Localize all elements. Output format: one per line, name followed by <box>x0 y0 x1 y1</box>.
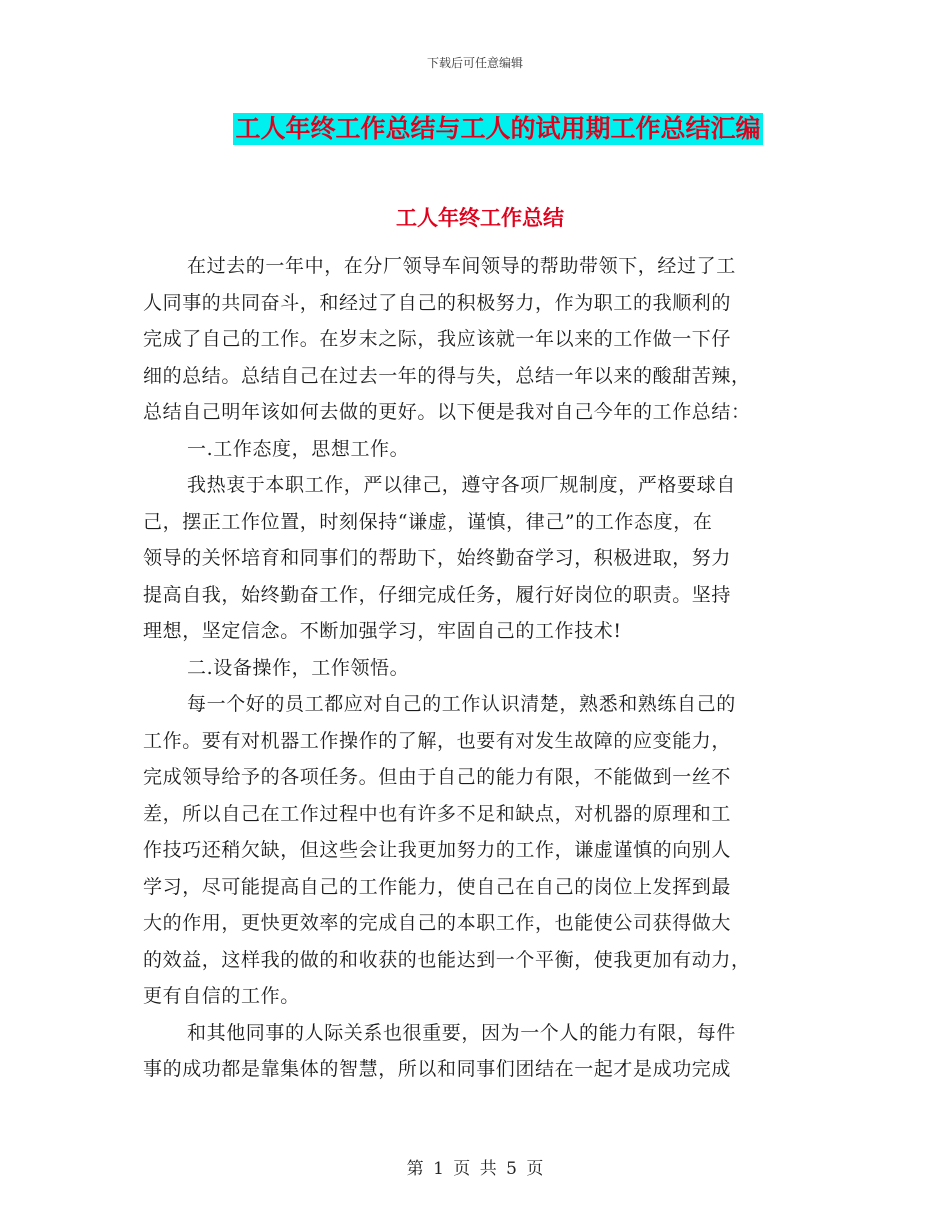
text-line: 领导的关怀培育和同事们的帮助下，始终勤奋学习，积极进取，努力 <box>143 547 732 569</box>
text-line: 我热衷于本职工作，严以律己，遵守各项厂规制度，严格要球自 <box>187 474 736 496</box>
text-line: 学习，尽可能提高自己的工作能力，使自己在自己的岗位上发挥到最 <box>143 875 732 898</box>
text-line: 工作。要有对机器工作操作的了解，也要有对发生故障的应变能力， <box>143 729 732 752</box>
document-body <box>143 248 801 1088</box>
text-line: 每一个好的员工都应对自己的工作认识清楚，熟悉和熟练自己的 <box>187 693 736 715</box>
text-line: 事的成功都是靠集体的智慧，所以和同事们团结在一起才是成功完成 <box>143 1058 732 1080</box>
text-line: 总结自己明年该如何去做的更好。以下便是我对自己今年的工作总结： <box>143 401 751 423</box>
text-line: 的效益，这样我的做的和收获的也能达到一个平衡，使我更加有动力， <box>143 948 751 971</box>
page-number-footer: 第 1 页 共 5 页 <box>406 1159 544 1179</box>
text-line: 和其他同事的人际关系也很重要，因为一个人的能力有限，每件 <box>187 1021 736 1044</box>
document-title: 工人年终工作总结与工人的试用期工作总结汇编 <box>235 114 761 143</box>
text-line: 理想，坚定信念。不断加强学习，牢固自己的工作技术! <box>143 620 622 642</box>
section-title: 工人年终工作总结 <box>396 206 564 230</box>
text-line: 细的总结。总结自己在过去一年的得与失，总结一年以来的酸甜苦辣， <box>143 364 751 387</box>
document-title-container <box>0 113 950 145</box>
text-line: 在过去的一年中，在分厂领导车间领导的帮助带领下，经过了工 <box>187 255 736 277</box>
text-line: 完成领导给予的各项任务。但由于自己的能力有限，不能做到一丝不 <box>143 766 732 788</box>
text-line: 作技巧还稍欠缺，但这些会让我更加努力的工作，谦虚谨慎的向别人 <box>143 839 732 861</box>
text-line-heading: 一.工作态度，思想工作。 <box>187 437 410 460</box>
text-line: 提高自我，始终勤奋工作，仔细完成任务，履行好岗位的职责。坚持 <box>143 583 732 606</box>
text-line: 完成了自己的工作。在岁末之际，我应该就一年以来的工作做一下仔 <box>143 328 732 350</box>
page-header-note: 下载后可任意编辑 <box>426 56 523 70</box>
text-line: 差，所以自己在工作过程中也有许多不足和缺点，对机器的原理和工 <box>143 802 732 825</box>
text-line: 更有自信的工作。 <box>143 985 300 1007</box>
text-line: 人同事的共同奋斗，和经过了自己的积极努力，作为职工的我顺利的 <box>143 291 732 314</box>
text-line: 己，摆正工作位置，时刻保持“谦虚，谨慎，律己”的工作态度，在 <box>143 510 713 533</box>
text-line-heading: 二.设备操作，工作领悟。 <box>187 656 410 679</box>
text-line: 大的作用，更快更效率的完成自己的本职工作，也能使公司获得做大 <box>143 912 732 934</box>
